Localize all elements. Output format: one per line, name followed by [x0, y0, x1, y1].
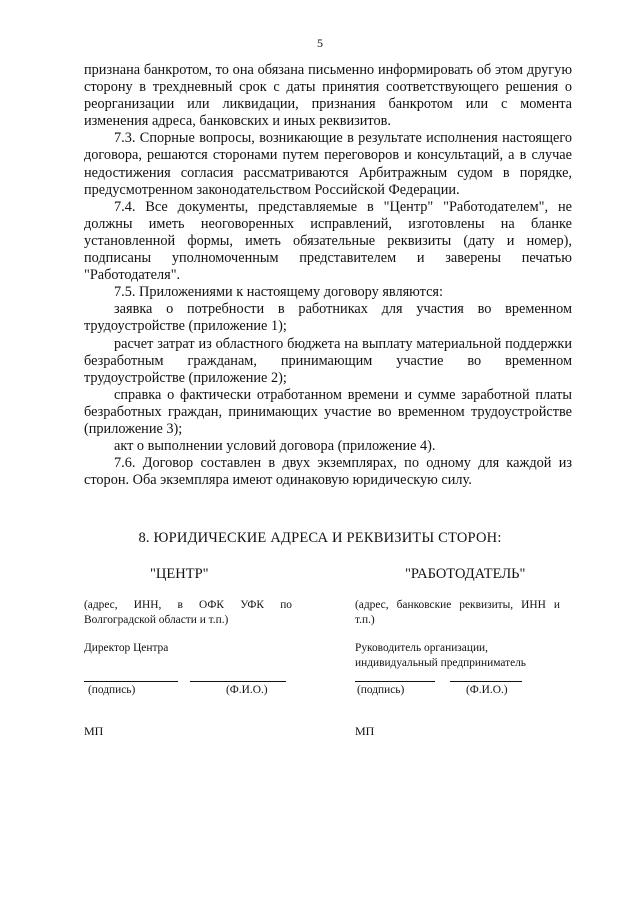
paragraph: признана банкротом, то она обязана письменно информировать об этом другую сторону в трехдневный срок с даты принятия соответствующего решения о реорганизации или ликвидации, признания банкротом или с момента изменения адреса, банковских и иных реквизитов.	[84, 62, 572, 130]
section-title: 8. ЮРИДИЧЕСКИЕ АДРЕСА И РЕКВИЗИТЫ СТОРОН:	[138, 530, 502, 546]
right-name-line	[450, 681, 522, 682]
paragraph: 7.4. Все документы, представляемые в "Центр" "Работодателем", не должны иметь неоговоренных исправлений, изготовлены на бланке установленной формы, иметь обязательные реквизиты (дату и номер), подписаны уполномоченным представителем и заверены печатью "Работодателя".	[84, 198, 572, 284]
paragraph: 7.6. Договор составлен в двух экземплярах, по одному для каждой из сторон. Оба экземпляра имеют одинаковую юридическую силу.	[84, 455, 572, 489]
paragraph: расчет затрат из областного бюджета на выплату материальной поддержки безработным гражданам, принимающим участие во временном трудоустройстве (приложение 2);	[84, 335, 572, 386]
right-party-title: "РАБОТОДАТЕЛЬ"	[405, 566, 526, 582]
right-party-details: (адрес, банковские реквизиты, ИНН и т.п.)	[355, 599, 560, 626]
paragraph: справка о фактически отработанном времени и сумме заработной платы безработных граждан, принимающих участие во временном трудоустройстве (приложение 3);	[84, 386, 572, 437]
left-party-details: (адрес, ИНН, в ОФК УФК по Волгоградской области и т.п.)	[84, 599, 292, 626]
paragraph: 7.3. Спорные вопросы, возникающие в результате исполнения настоящего договора, решаются сторонами путем переговоров и консультаций, а в случае недостижения согласия рассматриваются Арбитражным судом в порядке, предусмотренном законодательством Российской Федерации.	[84, 130, 572, 198]
left-party-title: "ЦЕНТР"	[150, 566, 209, 582]
page-number: 5	[317, 36, 323, 50]
left-party-role: Директор Центра	[84, 642, 169, 654]
right-name-caption: (Ф.И.О.)	[466, 684, 508, 696]
paragraph: 7.5. Приложениями к настоящему договору являются:	[114, 284, 443, 301]
right-stamp-label: МП	[355, 724, 375, 738]
paragraph: заявка о потребности в работниках для участия во временном трудоустройстве (приложение 1);	[84, 301, 572, 335]
right-signature-line	[355, 681, 435, 682]
right-signature-caption: (подпись)	[357, 684, 405, 696]
paragraph: акт о выполнении условий договора (приложение 4).	[114, 438, 436, 455]
body-text	[84, 62, 572, 489]
left-signature-caption: (подпись)	[88, 684, 136, 696]
left-name-caption: (Ф.И.О.)	[226, 684, 268, 696]
left-signature-line	[84, 681, 178, 682]
right-party-role: Руководитель организации, индивидуальный предприниматель	[355, 642, 526, 669]
left-stamp-label: МП	[84, 724, 104, 738]
left-name-line	[190, 681, 286, 682]
